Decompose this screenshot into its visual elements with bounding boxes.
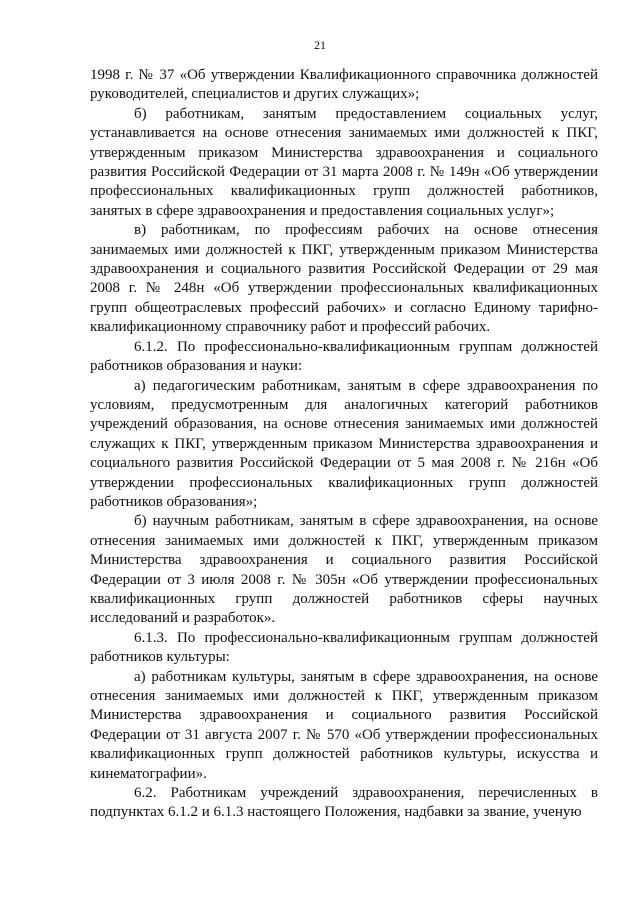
paragraph-4: 6.1.2. По профессионально-квалификационным группам должностей работников образования и науки: xyxy=(90,338,598,375)
paragraph-8: а) работникам культуры, занятым в сфере здравоохранения, на основе отнесения занимаемых ими должностей к ПКГ, утвержденным приказом Министерства здравоохранения и социального развития Российской Федерации от 31 августа 2007 г. № 570 «Об утверждении профессиональных квалификационных групп должностей работников культуры, искусства и кинематографии». xyxy=(90,668,598,782)
paragraph-1: 1998 г. № 37 «Об утверждении Квалификационного справочника должностей руководителей, специалистов и других служащих»; xyxy=(90,67,598,103)
paragraph-6: б) научным работникам, занятым в сфере здравоохранения, на основе отнесения занимаемых ими должностей к ПКГ, утвержденным приказом Министерства здравоохранения и социального развития Российской Федерации от 3 июля 2008 г. № 305н «Об утверждении профессиональных квалификационных групп должностей работников сферы научных исследований и разработок». xyxy=(90,513,598,627)
paragraph-5: а) педагогическим работникам, занятым в сфере здравоохранения по условиям, предусмотренным для аналогичных категорий работников учреждений образования, на основе отнесения занимаемых ими должностей служащих к ПКГ, утвержденным приказом Министерства здравоохранения и социального развития Российской Федерации от 5 мая 2008 г. № 216н «Об утверждении профессиональных квалификационных групп должностей работников образования»; xyxy=(90,377,598,510)
paragraph-3: в) работникам, по профессиям рабочих на основе отнесения занимаемых ими должностей к ПКГ, утвержденным приказом Министерства здравоохранения и социального развития Российской Федерации от 29 мая 2008 г. № 248н «Об утверждении профессиональных квалификационных групп общеотраслевых профессий рабочих» и согласно Единому тарифно-квалификационному справочнику работ и профессий рабочих. xyxy=(90,222,598,336)
paragraph-9: 6.2. Работникам учреждений здравоохранения, перечисленных в подпунктах 6.1.2 и 6.1.3 настоящего Положения, надбавки за звание, ученую xyxy=(90,785,598,821)
document-body xyxy=(90,66,598,823)
page-number: 21 xyxy=(314,38,326,52)
paragraph-2: б) работникам, занятым предоставлением социальных услуг, устанавливается на основе отнесения занимаемых ими должностей к ПКГ, утвержденным приказом Министерства здравоохранения и социального развития Российской Федерации от 31 марта 2008 г. № 149н «Об утверждении профессиональных квалификационных групп должностей работников, занятых в сфере здравоохранения и предоставления социальных услуг»; xyxy=(90,105,598,219)
paragraph-7: 6.1.3. По профессионально-квалификационным группам должностей работников культуры: xyxy=(90,629,598,666)
